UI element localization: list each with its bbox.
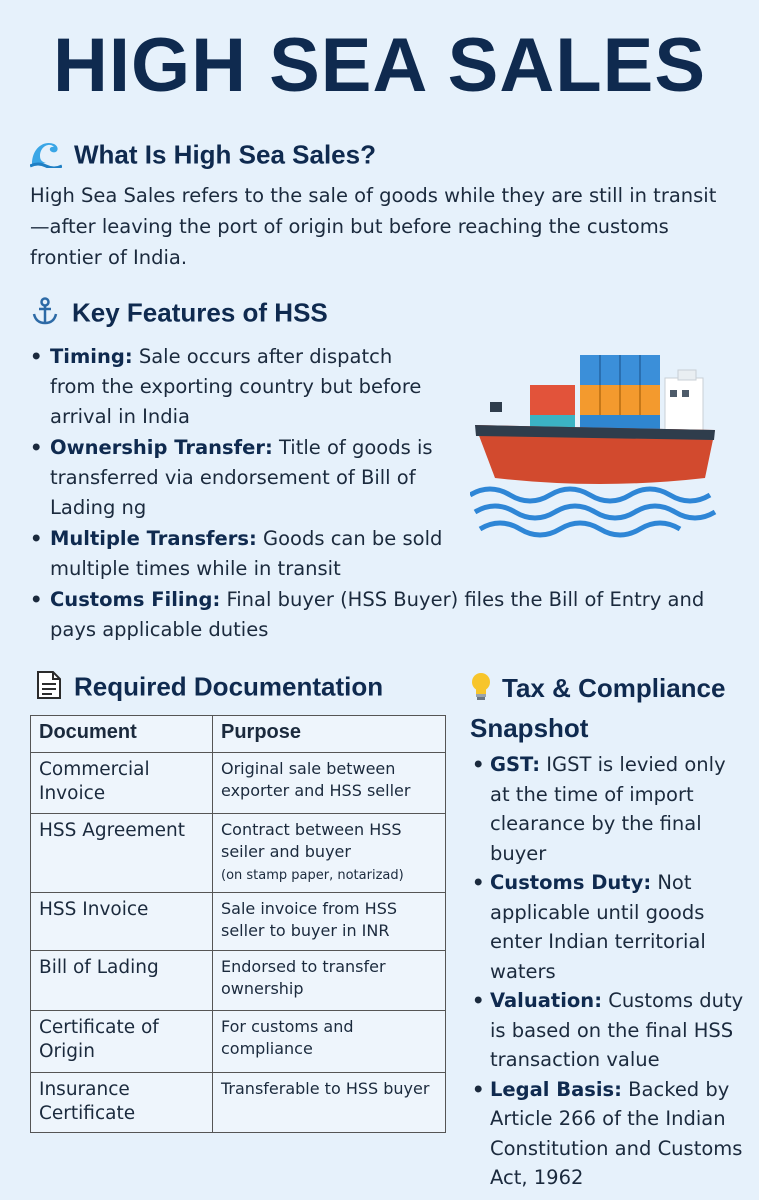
page-title: HIGH SEA SALES [52,23,707,108]
section-heading-tax [470,670,750,746]
column-header: Purpose [213,716,446,753]
section-heading-text: Tax & Compliance Snapshot [470,673,726,743]
feature-label: Multiple Transfers: [50,527,257,550]
section-heading-documentation [36,670,383,707]
purpose-text: Endorsed to transfer ownership [221,957,386,998]
feature-item [30,585,730,645]
tax-label: GST: [490,753,541,776]
document-cell: Bill of Lading [31,951,213,1011]
document-cell: HSS Invoice [31,893,213,951]
purpose-text: Transferable to HSS buyer [221,1079,430,1098]
document-cell: HSS Agreement [31,814,213,893]
tax-label: Valuation: [490,989,602,1012]
lightbulb-icon [470,671,492,710]
document-icon [36,670,62,707]
purpose-cell [213,1073,446,1133]
feature-label: Customs Filing: [50,588,221,611]
table-row [31,893,446,951]
tax-text: Customs duty is based on the final HSS transaction value [490,989,744,1071]
tax-label: Customs Duty: [490,871,652,894]
feature-label: Ownership Transfer: [50,436,273,459]
purpose-text: Sale invoice from HSS seller to buyer in INR [221,899,398,940]
feature-item [30,342,440,432]
cargo-ship-illustration [470,350,720,544]
feature-item [30,524,470,584]
table-row [31,951,446,1011]
tax-item [470,868,750,986]
tax-list [470,750,750,1193]
section-heading-features [30,296,328,333]
tax-item [470,1075,750,1193]
definition-paragraph: High Sea Sales refers to the sale of goods while they are still in transit—after leaving the port of origin but before reaching the customs frontier of India. [30,184,717,269]
purpose-text: Original sale between exporter and HSS seller [221,759,411,800]
wave-icon [30,138,62,175]
table-row [31,753,446,814]
document-cell: Certificate of Origin [31,1011,213,1073]
feature-text: Final buyer (HSS Buyer) files the Bill of Entry and pays applicable duties [50,588,705,641]
purpose-cell [213,1011,446,1073]
documents-table [30,715,446,1133]
purpose-cell [213,753,446,814]
tax-label: Legal Basis: [490,1077,622,1101]
purpose-text: Contract between HSS seiler and buyer [221,820,402,861]
table-row [31,1073,446,1133]
section-heading-text: Required Documentation [74,671,384,702]
anchor-icon [30,296,60,333]
tax-text: IGST is levied only at the time of import clearance by the final buyer [490,753,726,865]
feature-item [30,433,440,523]
tax-text: Backed by Article 266 of the Indian Constitution and Customs Act, 1962 [490,1077,743,1189]
table-row [31,1011,446,1073]
feature-label: Timing: [50,345,133,368]
tax-item [470,750,750,868]
section-heading-text: What Is High Sea Sales? [74,139,376,170]
table-row [31,814,446,893]
purpose-cell [213,951,446,1011]
purpose-text: For customs and compliance [221,1017,354,1058]
document-cell: Insurance Certificate [31,1073,213,1133]
document-cell: Commercial Invoice [31,753,213,814]
tax-item [470,986,750,1075]
section-heading-what [30,138,376,175]
tax-text: Not applicable until goods enter Indian territorial waters [490,871,706,983]
feature-text: Title of goods is transferred via endorsement of Bill of Lading ng [50,436,433,519]
column-header: Document [31,716,213,753]
purpose-note: (on stamp paper, notarizad) [221,868,404,883]
section-heading-text: Key Features of HSS [72,297,328,328]
feature-text: Goods can be sold multiple times while in transit [50,527,443,580]
purpose-cell [213,814,446,893]
table-header-row [31,716,446,753]
purpose-cell [213,893,446,951]
feature-text: Sale occurs after dispatch from the exporting country but before arrival in India [50,345,422,428]
